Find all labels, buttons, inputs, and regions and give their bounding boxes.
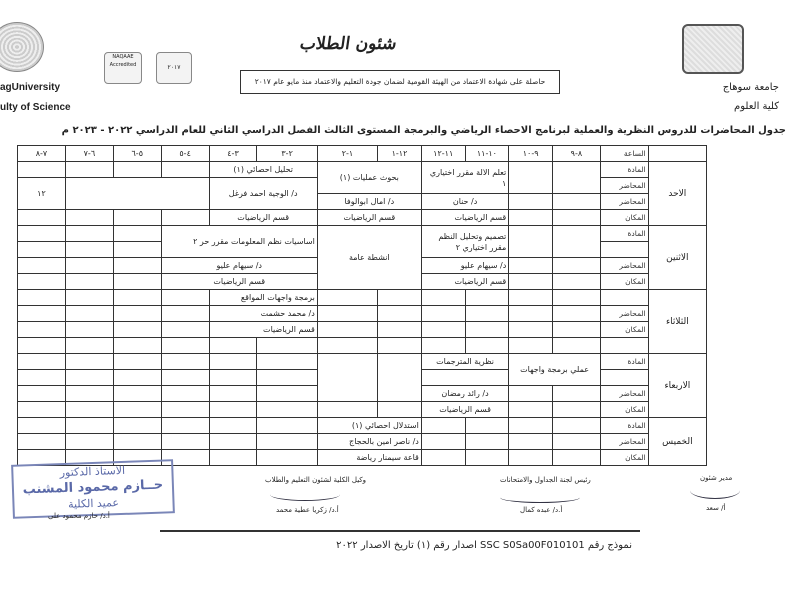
empty-cell	[257, 338, 317, 354]
sunday-lecturer-3: د/ الوجية احمد فرغل	[209, 178, 317, 210]
day-thursday: الخميس	[648, 418, 706, 466]
tuesday-place-1: قسم الرياضيات	[209, 322, 317, 338]
empty-box	[65, 178, 209, 210]
empty-cell	[18, 354, 66, 370]
empty-cell	[65, 210, 113, 226]
empty-cell	[18, 258, 66, 274]
table-row	[18, 210, 707, 226]
form-number: نموذج رقم SSC S0Sa00F010101 اصدار رقم (١) تاريخ الاصدار ٢٠٢٢	[336, 540, 632, 551]
corner-cell	[648, 146, 706, 162]
stamp-line-3: عميد الكلية	[67, 496, 120, 511]
empty-cell	[209, 450, 257, 466]
row-label-lecturer: المحاضر	[600, 386, 648, 402]
empty-cell	[509, 322, 553, 338]
row-label-blank	[600, 338, 648, 354]
empty-cell	[317, 338, 377, 354]
empty-cell	[421, 370, 508, 386]
empty-cell	[65, 338, 113, 354]
empty-cell	[465, 322, 509, 338]
stamp-line-1: الاستاذ الدكتور	[59, 463, 126, 480]
table-row	[18, 226, 707, 242]
thursday-place-1: قاعة سيمنار رياضة	[317, 450, 421, 466]
empty-cell	[378, 354, 422, 402]
empty-cell	[209, 418, 257, 434]
empty-cell	[552, 210, 600, 226]
empty-cell	[552, 338, 600, 354]
empty-cell	[552, 402, 600, 418]
empty-cell	[378, 290, 422, 306]
empty-cell	[317, 402, 377, 418]
empty-cell	[509, 258, 553, 274]
empty-cell	[65, 370, 113, 386]
empty-cell	[509, 226, 553, 258]
monday-activity: انشطة عامة	[317, 226, 421, 290]
tuesday-subject-1: برمجة واجهات المواقع	[209, 290, 317, 306]
empty-cell	[421, 450, 465, 466]
period-cell: ١-٢	[317, 146, 377, 162]
empty-cell	[317, 290, 377, 306]
row-label-lecturer: المحاضر	[600, 258, 648, 274]
wednesday-subject-1: نظرية المترجمات	[421, 354, 508, 370]
row-label-place: المكان	[600, 402, 648, 418]
empty-cell	[113, 322, 161, 338]
empty-cell	[509, 338, 553, 354]
empty-cell	[113, 290, 161, 306]
sunday-lecturer-1: د/ حنان	[421, 194, 508, 210]
period-cell: ٧-٨	[18, 146, 66, 162]
empty-cell	[509, 194, 553, 210]
left-university-text	[0, 78, 71, 118]
monday-place-2: قسم الرياضيات	[161, 274, 317, 290]
table-row	[18, 354, 707, 370]
table-row	[18, 306, 707, 322]
dean-stamp	[11, 459, 175, 519]
sunday-subject-2: بحوث عمليات (١)	[317, 162, 421, 194]
row-label-place: المكان	[600, 322, 648, 338]
empty-cell	[113, 386, 161, 402]
wednesday-lab: عملي برمجة واجهات	[509, 354, 601, 386]
footer-rule	[160, 530, 640, 532]
empty-cell	[378, 338, 422, 354]
empty-cell	[257, 434, 317, 450]
empty-cell	[161, 370, 209, 386]
page-title: شئون الطلاب	[298, 34, 398, 54]
table-row	[18, 418, 707, 434]
empty-cell	[113, 210, 161, 226]
empty-cell	[161, 418, 209, 434]
row-label-lecturer: المحاضر	[600, 194, 648, 210]
sunday-place-3: قسم الرياضيات	[209, 210, 317, 226]
table-row	[18, 162, 707, 178]
vice-dean-title: وكيل الكلية لشئون التعليم والطلاب	[265, 476, 367, 484]
period-cell: ٨-٩	[552, 146, 600, 162]
wednesday-lecturer-1: د/ رائد رمضان	[421, 386, 508, 402]
empty-cell	[317, 306, 377, 322]
empty-cell	[209, 370, 257, 386]
empty-cell	[18, 274, 66, 290]
empty-cell	[161, 210, 209, 226]
empty-cell	[257, 418, 317, 434]
empty-cell	[161, 162, 209, 178]
empty-cell	[552, 322, 600, 338]
empty-cell	[18, 306, 66, 322]
thursday-subject-1: استدلال احصائي (١)	[317, 418, 421, 434]
empty-cell	[465, 338, 509, 354]
empty-cell	[378, 322, 422, 338]
university-name: جامعة سوهاج	[722, 82, 779, 93]
empty-cell	[509, 418, 553, 434]
empty-cell	[113, 370, 161, 386]
empty-cell	[209, 338, 257, 354]
empty-cell	[18, 162, 66, 178]
row-label-subject-cont	[600, 242, 648, 258]
empty-cell	[161, 322, 209, 338]
row-label-lecturer: المحاضر	[600, 178, 648, 194]
empty-cell	[65, 242, 113, 258]
sunday-subject-3: تحليل احصائي (١)	[209, 162, 317, 178]
empty-cell	[18, 386, 66, 402]
empty-cell	[113, 402, 161, 418]
empty-cell	[18, 242, 66, 258]
empty-cell	[317, 354, 377, 402]
empty-cell	[209, 354, 257, 370]
table-row	[18, 338, 707, 354]
empty-cell	[552, 226, 600, 258]
schedule-title: جدول المحاضرات للدروس النظرية والعملية لبرنامج الاحصاء الرياضي والبرمجة المستوى الثالث الفصل الدراسي الثاني للعام الدراسي ٢٠٢٢ - ٢٠٢٣ م	[61, 125, 786, 136]
row-label-lecturer: المحاضر	[600, 306, 648, 322]
empty-cell	[552, 258, 600, 274]
stamp-line-2: حــازم محمود المشنب	[22, 477, 164, 498]
empty-cell	[421, 322, 465, 338]
empty-cell	[552, 418, 600, 434]
empty-cell	[65, 386, 113, 402]
monday-lecturer-1: د/ سيهام عليو	[421, 258, 508, 274]
dean-name: أ.د/ حازم محمود على	[48, 512, 110, 520]
university-seal-left	[0, 22, 44, 72]
empty-cell	[552, 194, 600, 210]
row-label-blank	[600, 370, 648, 386]
empty-cell	[378, 402, 422, 418]
empty-cell	[161, 306, 209, 322]
period-cell: ١٢-١	[378, 146, 422, 162]
empty-cell	[257, 386, 317, 402]
hours-row	[18, 146, 707, 162]
accreditation-year-logo	[156, 52, 192, 84]
empty-cell	[257, 450, 317, 466]
empty-cell	[18, 434, 66, 450]
empty-cell	[113, 226, 161, 242]
empty-cell	[65, 434, 113, 450]
table-row	[18, 402, 707, 418]
row-label-subject: المادة	[600, 418, 648, 434]
period-cell: ٤-٥	[161, 146, 209, 162]
empty-cell	[161, 434, 209, 450]
vice-dean-name: أ.د/ زكريا عطية محمد	[276, 506, 339, 514]
empty-cell	[161, 290, 209, 306]
empty-cell	[65, 306, 113, 322]
period-cell: ٩-١٠	[509, 146, 553, 162]
accreditation-year-label: ٢٠١٧	[167, 64, 181, 71]
empty-cell	[161, 386, 209, 402]
row-label-place: المكان	[600, 450, 648, 466]
empty-cell	[161, 402, 209, 418]
row-label-blank	[600, 290, 648, 306]
empty-cell	[509, 162, 553, 194]
empty-cell	[209, 434, 257, 450]
empty-cell	[113, 274, 161, 290]
empty-cell	[257, 354, 317, 370]
empty-cell	[509, 434, 553, 450]
empty-cell	[65, 354, 113, 370]
sunday-place-2: قسم الرياضيات	[317, 210, 421, 226]
naqaae-logo	[104, 52, 142, 84]
empty-cell	[552, 162, 600, 194]
period-cell: ٦-٧	[65, 146, 113, 162]
day-monday: الاثنين	[648, 226, 706, 290]
empty-cell	[113, 418, 161, 434]
period-cell: ٣-٤	[209, 146, 257, 162]
empty-cell	[65, 162, 113, 178]
affairs-signature	[690, 482, 740, 499]
empty-cell	[18, 418, 66, 434]
empty-cell	[465, 306, 509, 322]
empty-cell	[209, 402, 257, 418]
empty-cell	[113, 242, 161, 258]
empty-cell	[113, 338, 161, 354]
empty-cell	[421, 338, 465, 354]
empty-cell	[161, 354, 209, 370]
row-label-place: المكان	[600, 274, 648, 290]
empty-cell	[161, 338, 209, 354]
day-tuesday: الثلاثاء	[648, 290, 706, 354]
empty-cell	[65, 274, 113, 290]
empty-cell	[18, 402, 66, 418]
naqaae-logo-label: NAQAAE Accredited	[109, 54, 137, 68]
row-label-place: المكان	[600, 210, 648, 226]
empty-cell	[421, 306, 465, 322]
empty-cell	[113, 258, 161, 274]
table-row	[18, 322, 707, 338]
day-sunday: الاحد	[648, 162, 706, 226]
empty-cell	[65, 258, 113, 274]
empty-cell	[552, 274, 600, 290]
empty-cell	[113, 354, 161, 370]
table-row	[18, 434, 707, 450]
empty-cell	[421, 418, 465, 434]
monday-subject-2: اساسيات نظم المعلومات مقرر حر ٢	[161, 226, 317, 258]
committee-name: أ.د/ عبده كمال	[520, 506, 563, 514]
empty-cell	[509, 210, 553, 226]
left-faculty-name: ulty of Science	[0, 102, 71, 113]
accreditation-statement: حاصلة على شهادة الاعتماد من الهيئة القومية لضمان جودة التعليم والاعتماد منذ مايو عام ٢٠١٧	[240, 70, 560, 94]
empty-cell	[18, 370, 66, 386]
period-cell: ٢-٣	[257, 146, 317, 162]
affairs-name: أ/ سعد	[706, 504, 726, 512]
empty-cell	[113, 162, 161, 178]
table-row	[18, 290, 707, 306]
period-cell: ١١-١٢	[421, 146, 465, 162]
row-label-subject: المادة	[600, 226, 648, 242]
empty-cell	[552, 290, 600, 306]
wednesday-place-1: قسم الرياضيات	[421, 402, 508, 418]
empty-cell	[18, 210, 66, 226]
committee-title: رئيس لجنة الجداول والامتحانات	[500, 476, 591, 484]
empty-cell	[18, 338, 66, 354]
empty-cell	[378, 306, 422, 322]
empty-cell	[65, 290, 113, 306]
hour-label: الساعة	[600, 146, 648, 162]
empty-cell	[113, 434, 161, 450]
sunday-count: ١٢	[18, 178, 66, 210]
empty-cell	[552, 306, 600, 322]
sunday-lecturer-2: د/ امال ابوالوفا	[317, 194, 421, 210]
empty-cell	[509, 306, 553, 322]
vice-dean-signature	[270, 488, 340, 501]
row-label-subject: المادة	[600, 162, 648, 178]
empty-cell	[552, 386, 600, 402]
sunday-place-1: قسم الرياضيات	[421, 210, 508, 226]
affairs-title: مدير شئون	[700, 474, 733, 482]
sunday-subject-1: تعلم الالة مقرر اختياري ١	[421, 162, 508, 194]
empty-cell	[509, 402, 553, 418]
empty-cell	[65, 226, 113, 242]
empty-cell	[552, 434, 600, 450]
empty-cell	[257, 402, 317, 418]
empty-cell	[65, 402, 113, 418]
empty-cell	[465, 434, 509, 450]
empty-cell	[465, 290, 509, 306]
empty-cell	[18, 226, 66, 242]
tuesday-lecturer-1: د/ محمد حشمت	[209, 306, 317, 322]
empty-cell	[465, 450, 509, 466]
empty-cell	[257, 370, 317, 386]
row-label-lecturer: المحاضر	[600, 434, 648, 450]
empty-cell	[465, 418, 509, 434]
empty-cell	[552, 450, 600, 466]
monday-lecturer-2: د/ سيهام عليو	[161, 258, 317, 274]
thursday-lecturer-1: د/ ناصر امين بالحجاج	[317, 434, 421, 450]
empty-cell	[421, 434, 465, 450]
committee-signature	[500, 492, 580, 503]
empty-cell	[18, 290, 66, 306]
empty-cell	[65, 418, 113, 434]
period-cell: ١٠-١١	[465, 146, 509, 162]
empty-cell	[113, 306, 161, 322]
empty-cell	[317, 322, 377, 338]
empty-cell	[209, 386, 257, 402]
empty-cell	[509, 386, 553, 402]
empty-cell	[509, 450, 553, 466]
left-university-name: agUniversity	[0, 82, 61, 93]
faculty-name: كلية العلوم	[734, 101, 779, 112]
empty-cell	[65, 322, 113, 338]
period-cell: ٥-٦	[113, 146, 161, 162]
row-label-subject: المادة	[600, 354, 648, 370]
schedule-table	[17, 145, 707, 466]
empty-cell	[509, 274, 553, 290]
empty-cell	[421, 290, 465, 306]
university-seal	[682, 24, 744, 74]
empty-cell	[18, 322, 66, 338]
empty-cell	[509, 290, 553, 306]
day-wednesday: الاربعاء	[648, 354, 706, 418]
monday-place-1: قسم الرياضيات	[421, 274, 508, 290]
monday-subject-1: تصميم وتحليل النظم مقرر اختياري ٢	[421, 226, 508, 258]
